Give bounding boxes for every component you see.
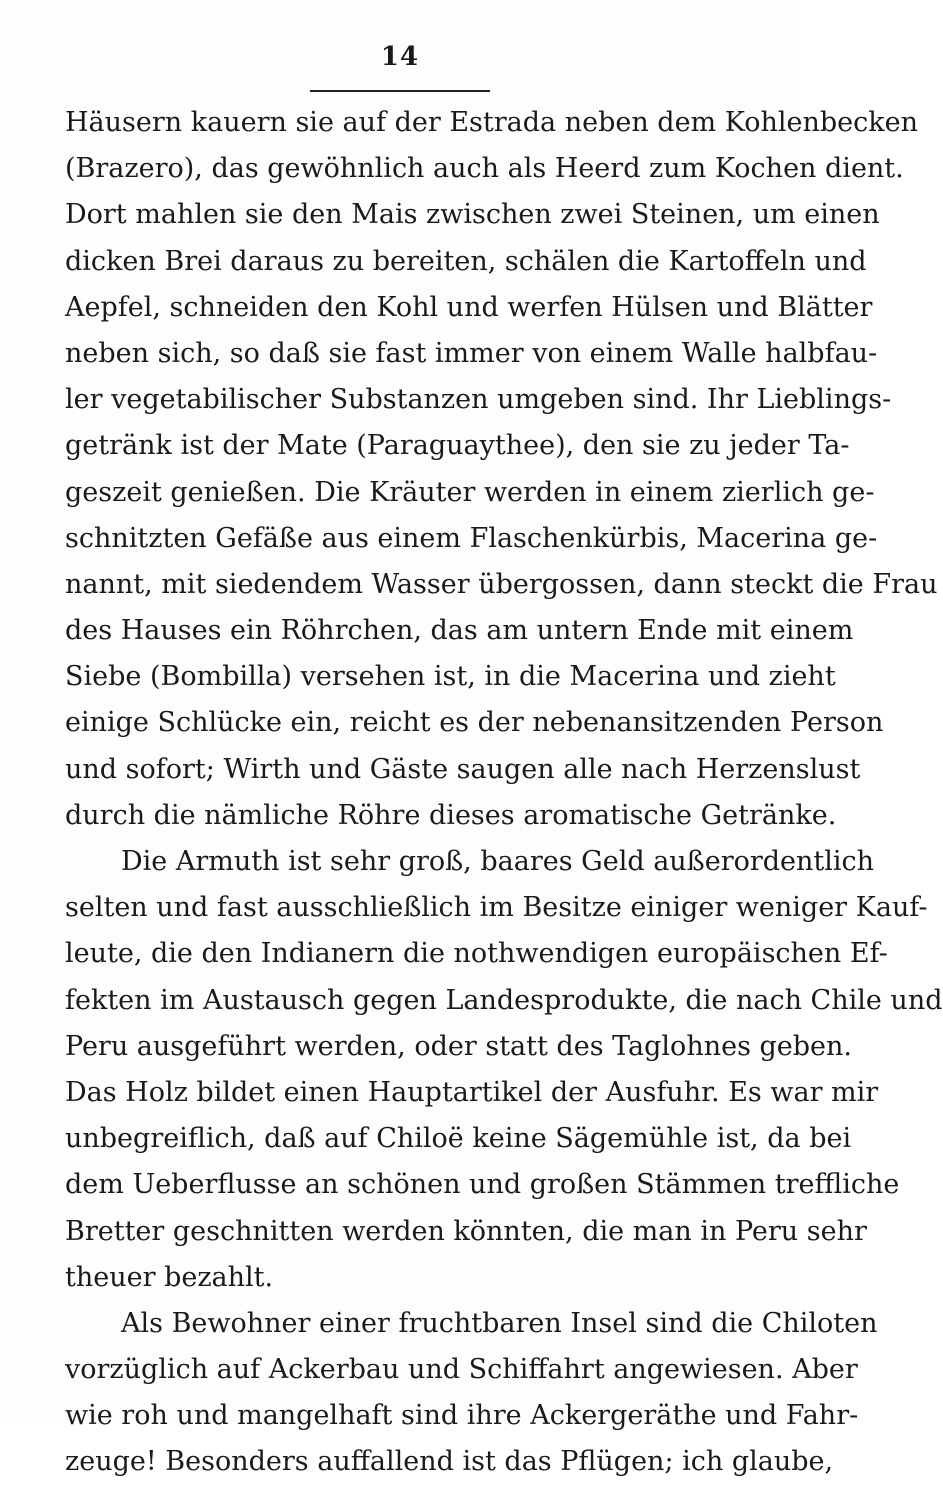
text-line: durch die nämliche Röhre dieses aromatische Getränke. [65,799,837,831]
body-text [65,100,943,1486]
text-line: schnitzten Gefäße aus einem Flaschenkürbis, Macerina ge- [65,522,878,554]
text-line: und sofort; Wirth und Gäste saugen alle nach Herzenslust [65,753,861,785]
text-line: Das Holz bildet einen Hauptartikel der Ausfuhr. Es war mir [65,1076,879,1108]
text-line: Häusern kauern sie auf der Estrada neben dem Kohlenbecken [65,107,918,138]
text-line: dem Ueberflusse an schönen und großen Stämmen treffliche [65,1169,900,1201]
text-line: neben sich, so daß sie fast immer von einem Walle halbfau- [65,337,878,369]
text-line: leute, die den Indianern die nothwendigen europäischen Ef- [65,938,888,970]
text-line: Als Bewohner einer fruchtbaren Insel sind die Chiloten [121,1307,878,1339]
text-line: Die Armuth ist sehr groß, baares Geld außerordentlich [121,846,875,877]
text-line: Peru ausgeführt werden, oder statt des Taglohnes geben. [65,1030,853,1062]
text-line: getränk ist der Mate (Paraguaythee), den sie zu jeder Ta- [65,430,850,462]
text-line: dicken Brei daraus zu bereiten, schälen die Kartoffeln und [65,245,867,277]
text-line: Dort mahlen sie den Mais zwischen zwei Steinen, um einen [65,199,880,231]
text-line: theuer bezahlt. [65,1261,274,1293]
text-line: des Hauses ein Röhrchen, das am untern Ende mit einem [65,615,854,647]
text-line: nannt, mit siedendem Wasser übergossen, dann steckt die Frau [65,568,938,600]
text-line: fekten im Austausch gegen Landesprodukte, die nach Chile und [65,984,943,1016]
text-line: selten und fast ausschließlich im Besitze einiger weniger Kauf- [65,892,928,924]
page-number: 14 [380,42,420,72]
text-line: Bretter geschnitten werden könnten, die man in Peru sehr [65,1215,867,1247]
text-line: unbegreiflich, daß auf Chiloë keine Sägemühle ist, da bei [65,1123,852,1155]
text-line: (Brazero), das gewöhnlich auch als Heerd zum Kochen dient. [65,153,904,185]
text-line: geszeit genießen. Die Kräuter werden in einem zierlich ge- [65,476,875,508]
text-line: Siebe (Bombilla) versehen ist, in die Macerina und zieht [65,661,836,693]
header-rule [310,90,490,92]
text-line: einige Schlücke ein, reicht es der nebenansitzenden Person [65,707,884,739]
text-line: vorzüglich auf Ackerbau und Schiffahrt angewiesen. Aber [65,1354,858,1386]
text-line: wie roh und mangelhaft sind ihre Ackergeräthe und Fahr- [65,1400,859,1432]
text-line: zeuge! Besonders auffallend ist das Pflügen; ich glaube, [65,1446,834,1478]
text-line: Aepfel, schneiden den Kohl und werfen Hülsen und Blätter [65,291,873,323]
text-line: ler vegetabilischer Substanzen umgeben sind. Ihr Lieblings- [65,384,892,416]
